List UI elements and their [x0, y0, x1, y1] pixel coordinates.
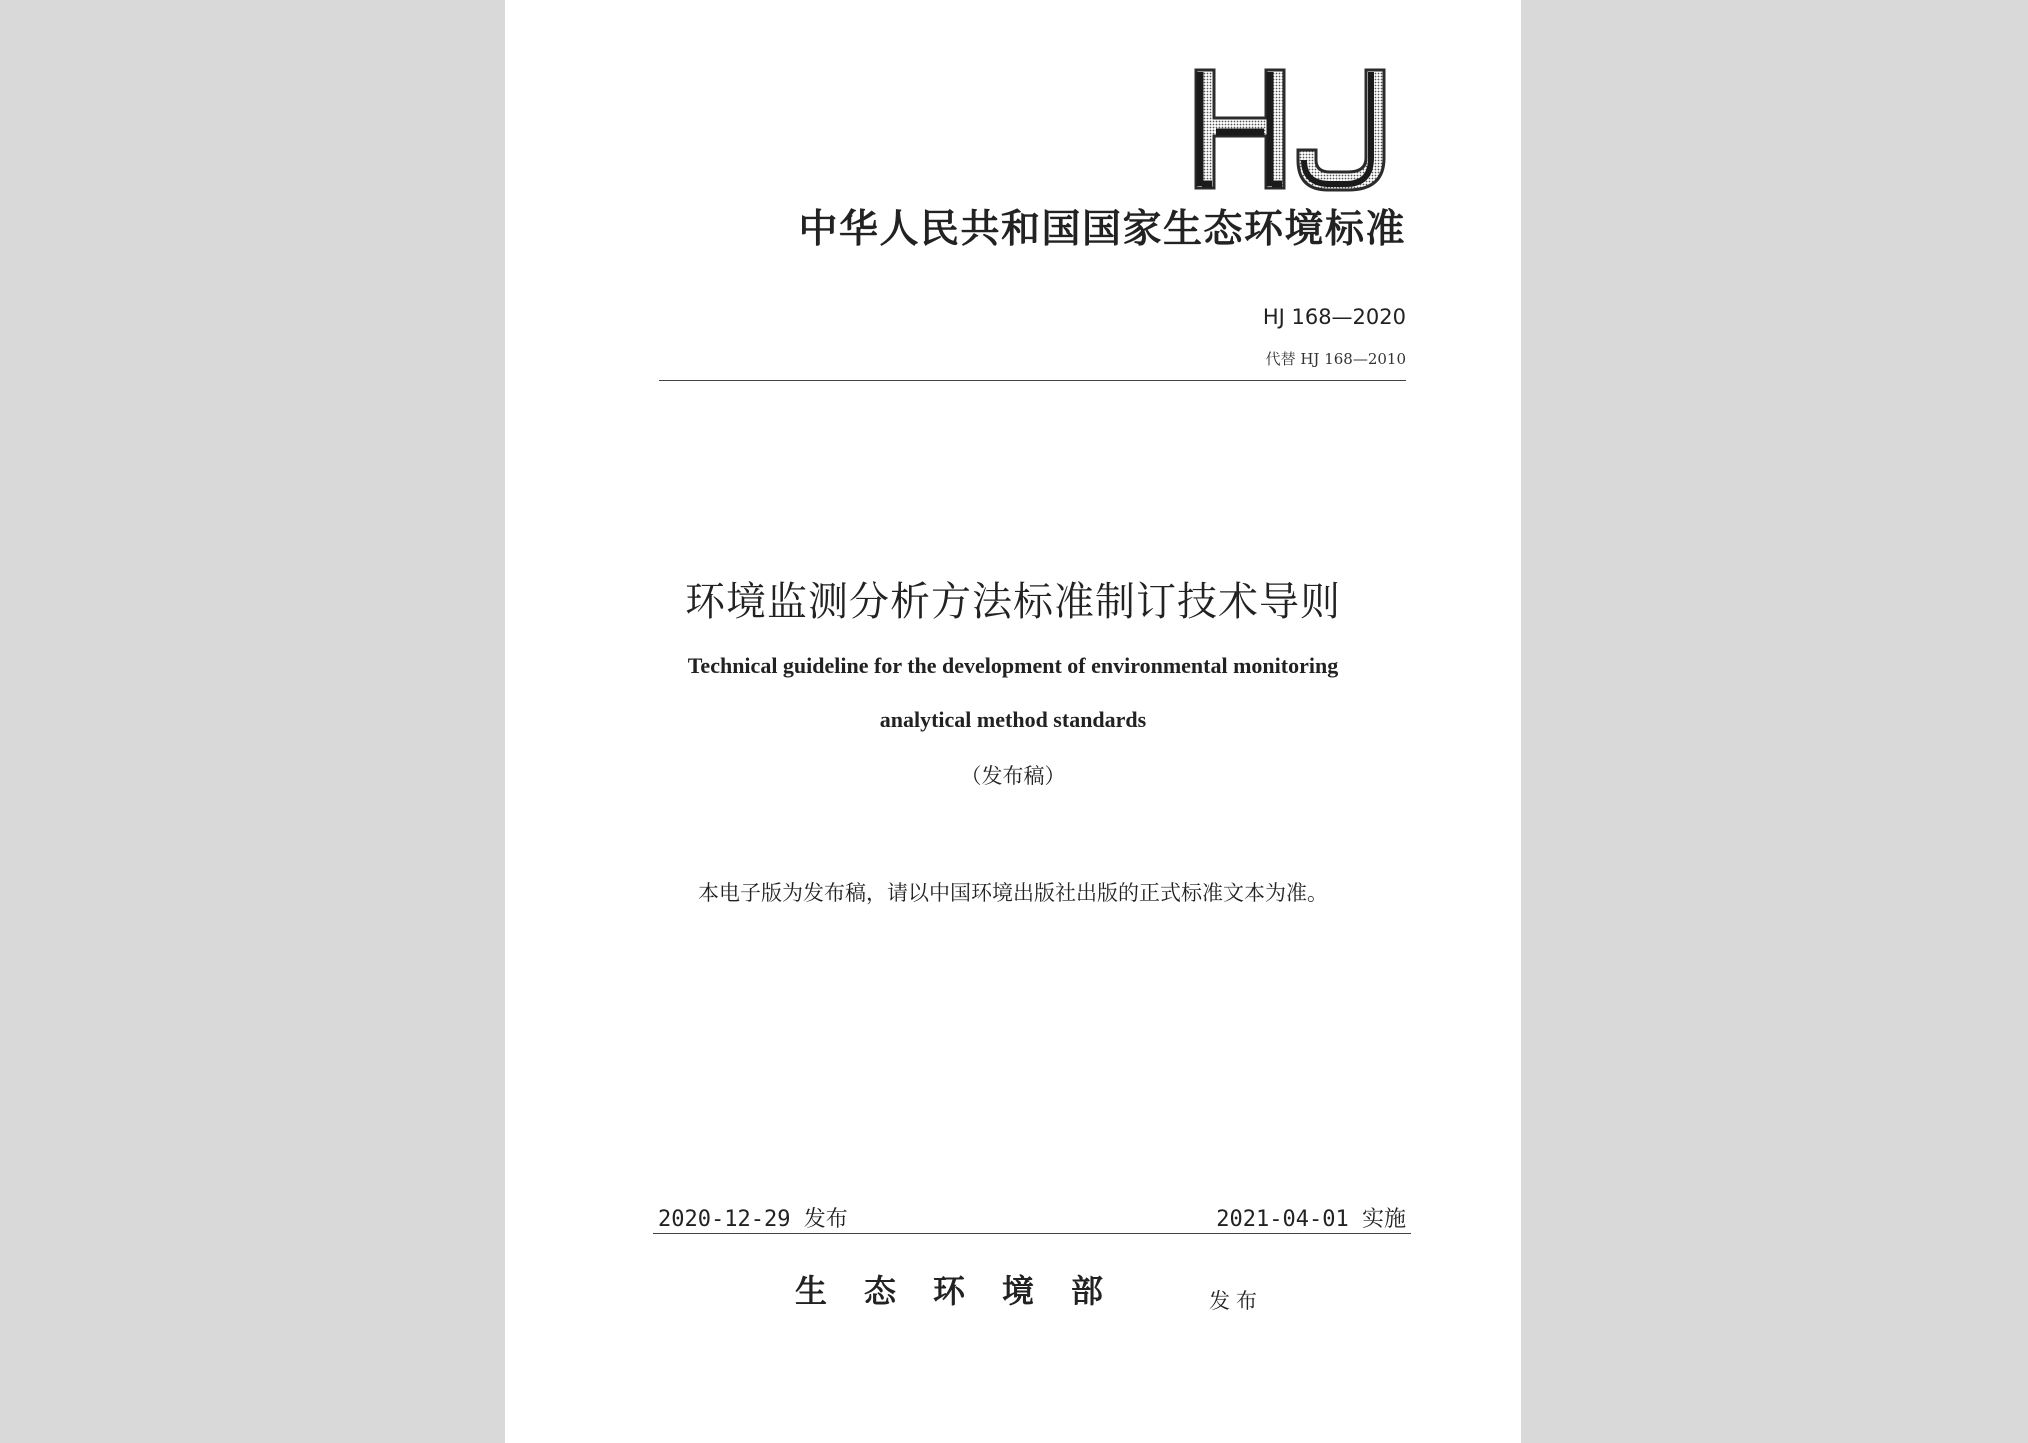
document-page — [505, 0, 1521, 1443]
issuing-authority: 生态环境部 — [795, 1272, 1141, 1310]
electronic-edition-notice: 本电子版为发布稿，请以中国环境出版社出版的正式标准文本为准。 — [698, 881, 1328, 905]
document-title-english-line2: analytical method standards — [879, 707, 1147, 732]
document-title-chinese: 环境监测分析方法标准制订技术导则 — [685, 579, 1341, 625]
standard-number: HJ 168—2020 — [1262, 305, 1406, 329]
issuing-authority-suffix: 发布 — [1209, 1289, 1263, 1313]
header-divider — [659, 380, 1406, 381]
draft-label: （发布稿） — [960, 764, 1066, 788]
footer-divider — [653, 1233, 1411, 1234]
implementation-date: 2021-04-01 实施 — [1216, 1207, 1406, 1232]
national-standard-title: 中华人民共和国国家生态环境标准 — [798, 207, 1406, 252]
document-title-english-line1: Technical guideline for the development of environmental monitoring — [687, 653, 1339, 678]
issue-date: 2020-12-29 发布 — [658, 1207, 848, 1232]
replaces-standard: 代替 HJ 168—2010 — [1265, 350, 1406, 368]
hj-logo — [1188, 60, 1394, 200]
